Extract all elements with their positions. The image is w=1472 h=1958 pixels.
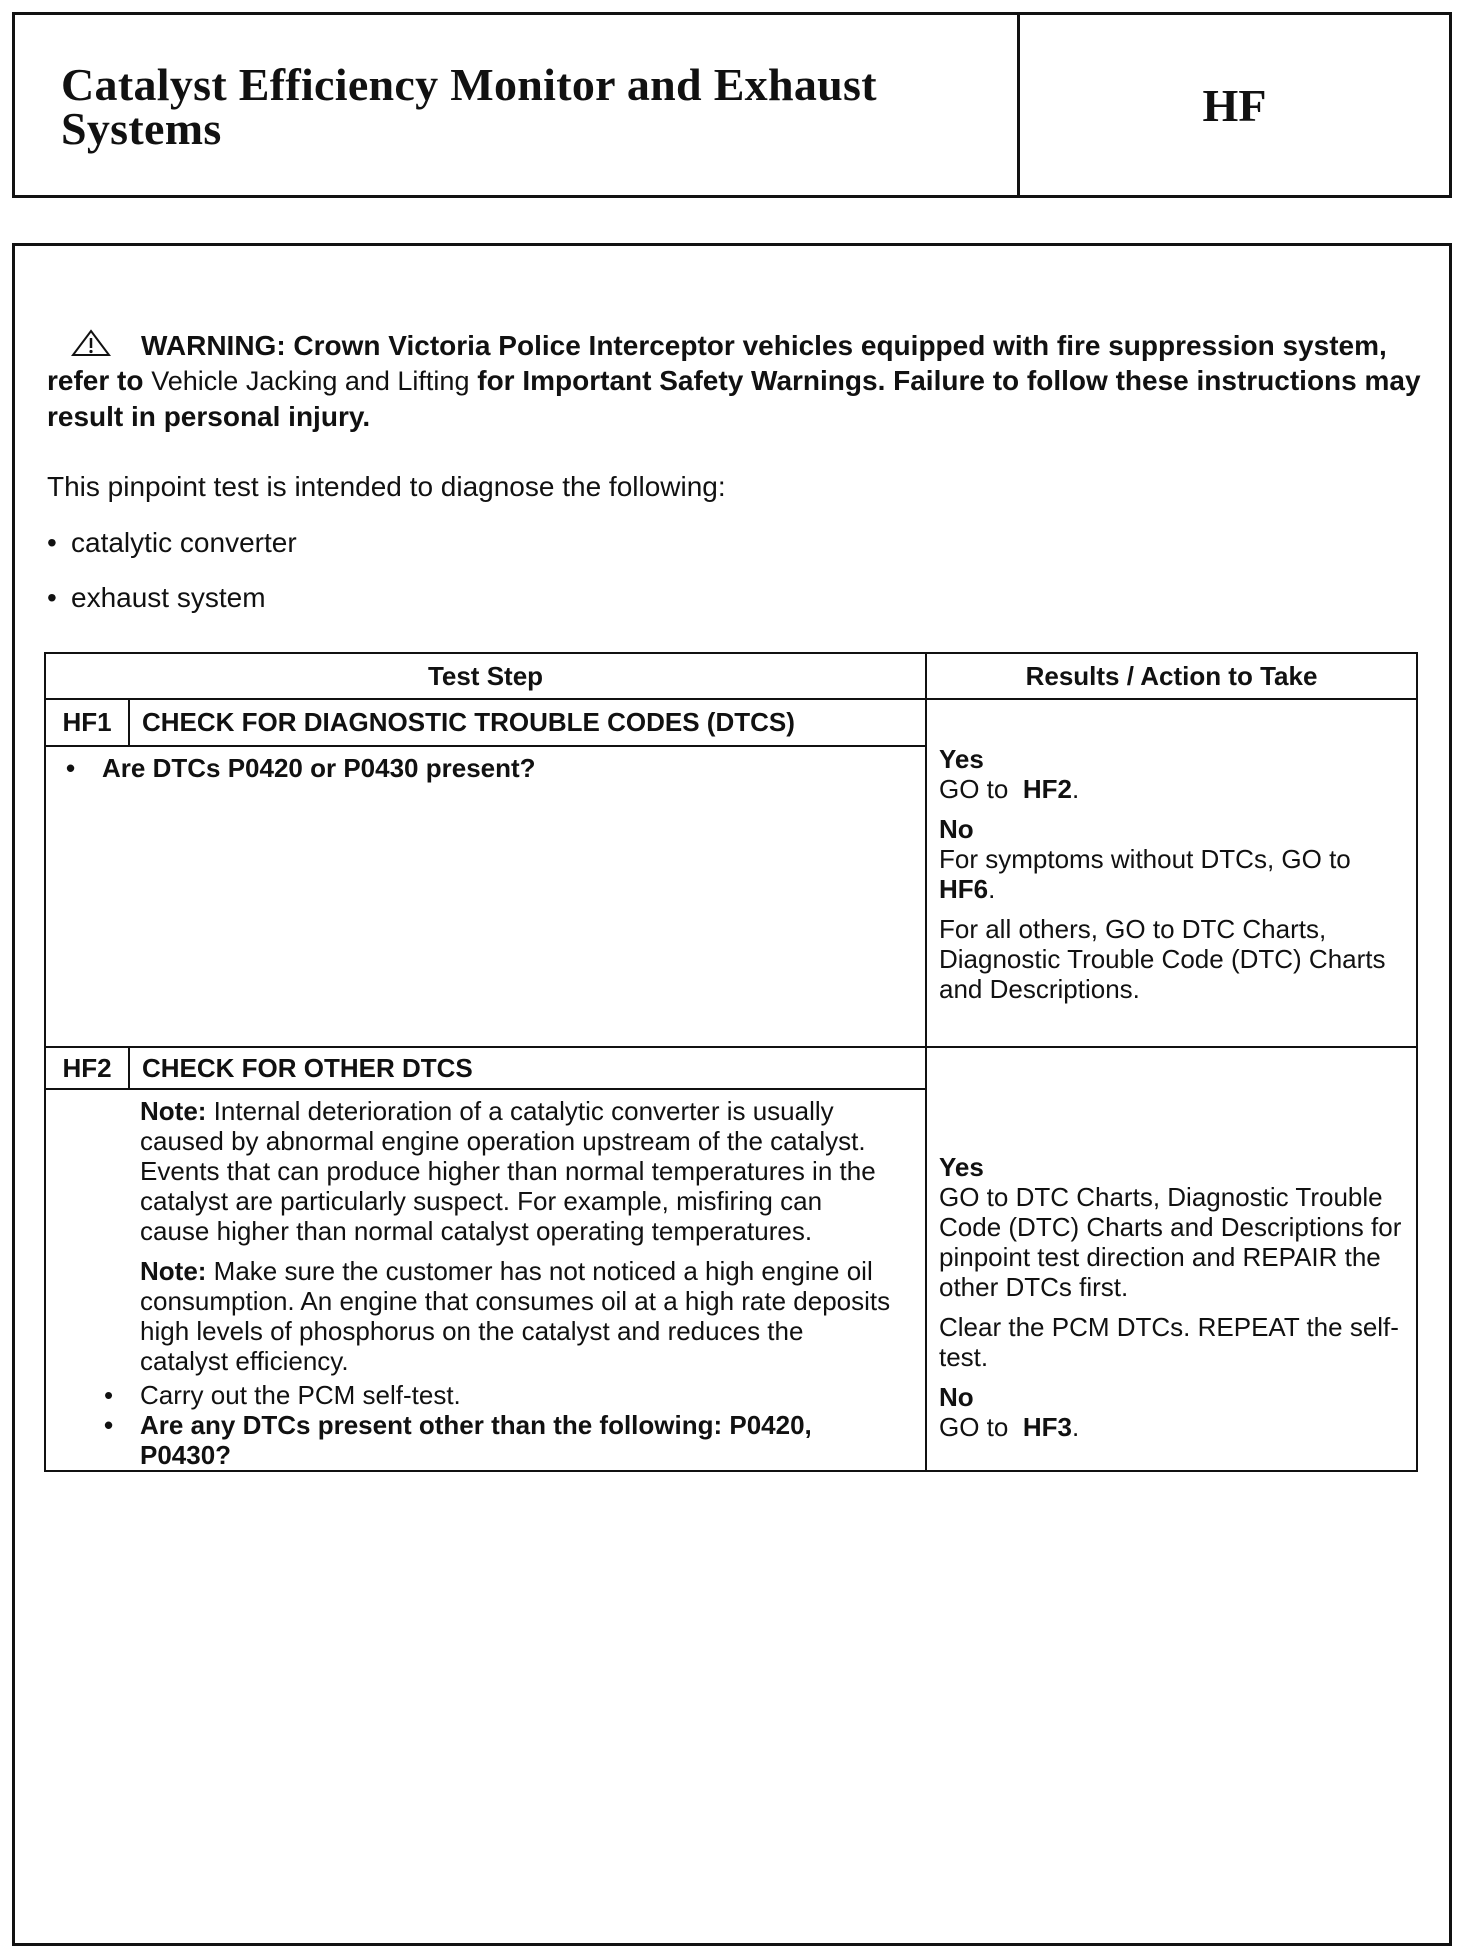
step-code-hf1: HF1 [45,699,129,746]
list-item: • exhaust system [47,582,266,613]
note-text: Make sure the customer has not noticed a high engine oil consumption. An engine that consumes oil at a high rate deposits high levels of phosphorus on the catalyst and reduces the catalyst efficiency. [140,1256,891,1376]
list-item: • catalytic converter [47,527,297,558]
step-code-hf2: HF2 [45,1047,129,1089]
step-question-text: Are any DTCs present other than the following: P0420, P0430? [140,1410,812,1470]
note-text: Internal deterioration of a catalytic converter is usually caused by abnormal engine operation upstream of the catalyst. Events that can produce higher than normal temperatures in the catalyst are particularly suspect. For example, misfiring can cause higher than normal catalyst operating temperatures. [140,1096,876,1246]
goto-hf6-link[interactable]: HF6 [939,874,989,904]
page-header [12,12,1452,198]
step-question-text: Are DTCs P0420 or P0430 present? [102,752,536,783]
goto-hf3-link[interactable]: HF3 [1022,1412,1072,1442]
page-title [15,15,1020,195]
intro-text: This pinpoint test is intended to diagnose the following: [47,471,726,502]
step-title-hf2: CHECK FOR OTHER DTCS [129,1047,926,1089]
result-no-label: No [939,814,974,844]
step-title-hf1: CHECK FOR DIAGNOSTIC TROUBLE CODES (DTCS) [129,699,926,746]
results-hf2: Yes GO to DTC Charts, Diagnostic Trouble Code (DTC) Charts and Descriptions for pinpoint test direction and REPAIR the other DTCs first. Clear the PCM DTCs. REPEAT the self-test. No GO to HF3. [926,1047,1417,1471]
step-question: • Are any DTCs present other than the following: P0420, P0430? [104,1410,812,1470]
step-instruction: • Carry out the PCM self-test. [104,1380,461,1410]
result-no-text: For symptoms without DTCs, GO to [939,844,1351,874]
column-header-test-step: Test Step [45,653,926,699]
step-question: • Are DTCs P0420 or P0430 present? [66,752,536,783]
table-header-row [45,653,1417,699]
warning-text: WARNING: Crown Victoria Police Interceptor vehicles equipped with fire suppression system, refer to [47,330,1387,396]
result-yes-text: GO to DTC Charts, Diagnostic Trouble Code (DTC) Charts and Descriptions for pinpoint test direction and REPAIR the other DTCs first. [939,1182,1402,1302]
result-yes-label: Yes [939,744,984,774]
table-row [45,699,1417,746]
page-title-line-1: Catalyst Efficiency Monitor and Exhaust [61,59,877,110]
column-header-results: Results / Action to Take [926,653,1417,699]
warning-paragraph [47,328,1427,434]
result-yes-label: Yes [939,1152,984,1182]
page-title-line-2: Systems [61,103,222,154]
step-body-hf2 [45,1089,926,1471]
content-box [12,243,1452,1946]
result-no-label: No [939,1382,974,1412]
list-item-text: catalytic converter [71,527,297,558]
result-yes-text: GO to [939,774,1009,804]
step-body-hf1 [45,746,926,1047]
note-2 [140,1256,897,1376]
note-label: Note: [140,1096,207,1126]
results-hf1: Yes GO to HF2. No For symptoms without DTCs, GO to HF6. For all others, GO to DTC Charts, Diagnostic Trouble Code (DTC) Charts and Descriptions. [926,699,1417,1047]
note-label: Note: [140,1256,207,1286]
result-no-text: GO to [939,1412,1009,1442]
table-row [45,1047,1417,1089]
goto-hf2-link[interactable]: HF2 [1022,774,1072,804]
result-yes-text-2: Clear the PCM DTCs. REPEAT the self-test. [939,1312,1399,1372]
warning-text-continued: for Important Safety Warnings. Failure to follow these instructions may result in personal injury. [47,365,1421,432]
pinpoint-test-table [44,652,1418,1472]
note-1 [140,1096,897,1246]
warning-triangle-icon [71,329,111,357]
result-other-text: For all others, GO to DTC Charts, Diagnostic Trouble Code (DTC) Charts and Descriptions. [939,914,1386,1004]
warning-reference-link[interactable]: Vehicle Jacking and Lifting [151,366,470,396]
section-code: HF [1202,79,1267,131]
step-instruction-text: Carry out the PCM self-test. [140,1380,461,1410]
list-item-text: exhaust system [71,582,266,613]
